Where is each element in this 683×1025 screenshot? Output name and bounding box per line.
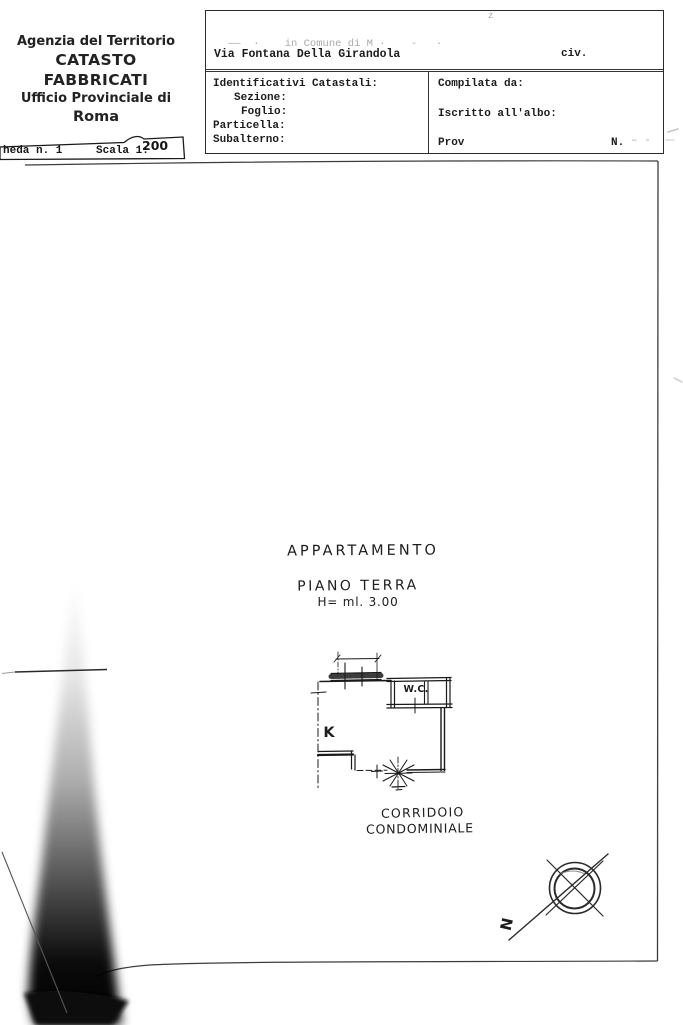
catasto-title: CATASTO FABBRICATI xyxy=(43,51,149,89)
right-wall xyxy=(441,708,445,771)
faded-comune-line: —— · in Comune di M · ‐ · xyxy=(228,38,443,50)
field-subalterno: Subalterno: xyxy=(213,134,286,146)
faint-margin-marks xyxy=(666,129,682,382)
faded-top-mark: z xyxy=(488,11,494,21)
field-particella: Particella: xyxy=(213,120,286,132)
corridor-label-line1: CORRIDOIO xyxy=(380,804,465,821)
agency-header xyxy=(5,34,187,126)
floor-plan xyxy=(300,640,485,805)
north-label: N xyxy=(495,915,517,933)
field-n-faint-trailer: ‒ ‑ xyxy=(631,135,651,147)
header-column-divider xyxy=(428,71,429,153)
field-n: N. xyxy=(611,137,625,149)
field-iscritto-albo: Iscritto all'albo: xyxy=(438,108,557,120)
corridor-label-line2: CONDOMINIALE xyxy=(365,820,475,837)
scale-value: 200 xyxy=(142,138,169,153)
ceiling-height-note: H= ml. 3.00 xyxy=(317,595,399,609)
floor-label: PIANO TERRA xyxy=(297,577,419,595)
header-box xyxy=(205,10,664,154)
wc-room-label: W.C. xyxy=(403,684,429,695)
header-row-divider xyxy=(206,69,663,72)
bottom-wall xyxy=(318,751,445,773)
kitchen-label: K xyxy=(323,725,335,741)
civ-label: civ. xyxy=(561,48,588,60)
office-line: Ufficio Provinciale di xyxy=(20,91,172,106)
field-sezione: Sezione: xyxy=(234,92,287,104)
sheet-number-label: heda n. 1 xyxy=(3,145,63,157)
scan-smudge xyxy=(24,580,129,1025)
window-symbol xyxy=(320,663,391,689)
door-swing xyxy=(372,757,415,790)
field-compilata-da: Compilata da: xyxy=(438,78,524,90)
north-compass-icon xyxy=(495,843,620,955)
street-name: Via Fontana Della Girandola xyxy=(214,48,401,61)
scan-artifact-line xyxy=(2,670,107,674)
field-foglio: Foglio: xyxy=(241,106,288,118)
wc-room-walls xyxy=(387,678,452,714)
field-prov: Prov xyxy=(438,137,465,149)
identificativi-title: Identificativi Catastali: xyxy=(213,78,379,90)
agency-name: Agenzia del Territorio xyxy=(16,34,176,49)
office-city: Roma xyxy=(72,109,120,126)
scale-label: Scala 1: xyxy=(96,145,149,157)
apartment-title: APPARTAMENTO xyxy=(287,542,439,560)
